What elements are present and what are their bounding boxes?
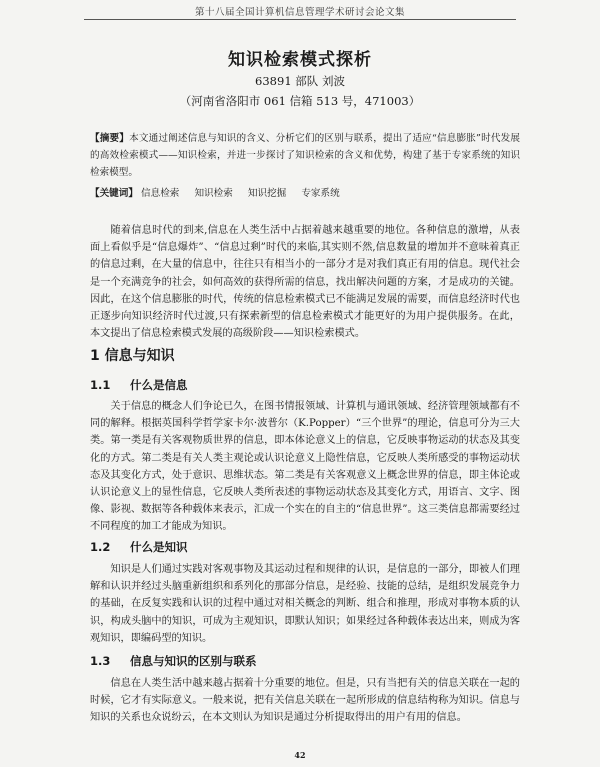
section-heading-1: 1 信息与知识 [90,348,175,364]
affiliation: （河南省洛阳市 061 信箱 513 号，471003） [179,94,421,108]
intro-paragraph: 随着信息时代的到来,信息在人类生活中占据着越来越重要的地位。各种信息的激增，从表面上看似乎是“信息爆炸”、“信息过剩”时代的来临,其实则不然,信息数量的增加并不意味着真正的信息过剩，在大量的信息中，往往只有相当小的一部分才是对我们真正有用的信息。现代社会是一个充满竞争的社会，如何高效的获得所需的信息，找出解决问题的方案，才是成功的关键。因此，在这个信息膨胀的时代，传统的信息检索模式已不能满足发展的需要，而信息经济时代也正逐步向知识经济时代过渡,只有探索新型的信息检索模式才能更好的为用户提供服务。在此，本文提出了信息检索模式发展的高级阶段——知识检索模式。 [90,225,520,340]
paper-title: 知识检索模式探析 [228,50,372,70]
subsection-number: 1.1 [90,378,111,392]
keyword: 知识挖掘 [247,188,287,199]
subsection-title: 什么是信息 [130,378,188,392]
paragraph-1-3: 信息在人类生活中越来越占据着十分重要的地位。但是，只有当把有关的信息关联在一起的时候，它才有实际意义。一般来说，把有关信息关联在一起所形成的信息结构称为知识。信息与知识的关系也众说纷云，在本文则认为知识是通过分析提取得出的用户有用的信息。 [90,678,520,724]
abstract [90,130,520,181]
subsection-title: 什么是知识 [130,540,188,554]
keyword: 专家系统 [301,188,340,199]
paragraph-1-2: 知识是人们通过实践对客观事物及其运动过程和规律的认识，是信息的一部分，即被人们理解和认识并经过头脑重新组织和系列化的那部分信息，是经验、技能的总结，是组织发展竞争力的基础，在反复实践和认识的过程中通过对相关概念的判断、组合和推理，形成对事物本质的认识，构成头脑中的知识，可成为主观知识，即默认知识；如果经过各种载体表达出来，则成为客观知识，即编码型的知识。 [90,564,520,644]
keyword: 知识检索 [194,188,233,199]
paragraph-1-1: 关于信息的概念人们争论已久，在图书情报领域、计算机与通讯领域、经济管理领域都有不同的解释。根据英国科学哲学家卡尔·波普尔（K.Popper）“三个世界”的理论，信息可分为三大类。第一类是有关客观物质世界的信息，即本体论意义上的信息，它反映事物运动的状态及其变化的方式。第二类是有关人类主观论或认识论意义上隐性信息，它反映人类所感受的事物运动状态及其变化方式，处于意识、思维状态。第二类是有关客观意义上概念世界的信息，即主体论或认识论意义上的显性信息，它反映人类所表述的事物运动状态及其变化方式，用语言、文字、图像、影视、数据等各种载体来表示，汇成一个实在的自主的“信息世界”。这三类信息都需要经过不同程度的加工才能成为知识。 [90,401,520,533]
abstract-text: 本文通过阐述信息与知识的含义、分析它们的区别与联系，提出了适应“信息膨胀”时代发展的高效检索模式——知识检索，并进一步探讨了知识检索的含义和优势，构建了基于专家系统的知识检索模型。 [90,133,521,178]
abstract-label: 【摘要】 [90,133,130,144]
subsection-title: 信息与知识的区别与联系 [130,654,257,668]
keywords [90,185,520,199]
subsection-heading-1-3 [90,653,257,669]
subsection-number: 1.3 [90,654,111,668]
subsection-heading-1-1 [90,377,188,393]
authors: 63891 部队 刘波 [255,74,345,88]
keyword: 信息检索 [141,188,180,199]
subsection-number: 1.2 [90,540,111,554]
running-header: 第十八届全国计算机信息管理学术研讨会论文集 [194,7,405,18]
subsection-heading-1-2 [90,539,188,555]
header-rule [84,19,516,20]
keywords-label: 【关键词】 [90,188,138,199]
page-number: 42 [294,750,306,760]
